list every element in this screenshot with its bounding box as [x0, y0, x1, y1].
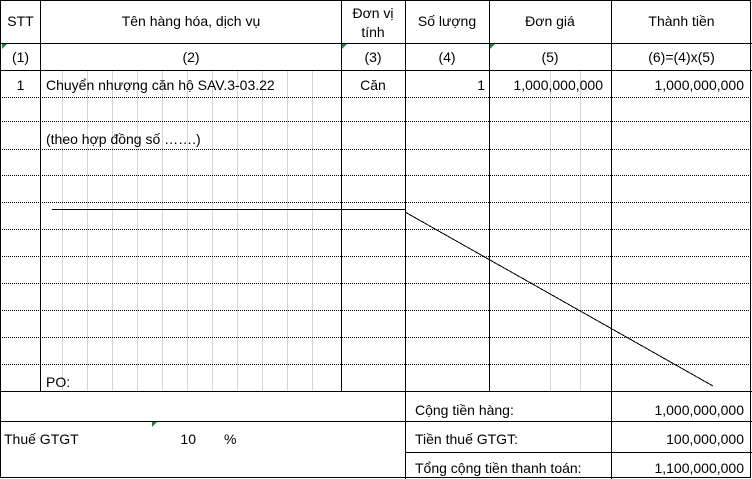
vat-percent-sign: % — [224, 431, 237, 447]
row-unit: Căn — [360, 77, 386, 93]
header-name: Tên hàng hóa, dịch vụ — [121, 13, 261, 29]
po-label: PO: — [46, 374, 71, 390]
grand-total-value: 1,100,000,000 — [654, 460, 744, 476]
vat-amount-value: 100,000,000 — [666, 431, 744, 447]
contract-note: (theo hợp đồng số …….) — [46, 131, 201, 147]
row-price: 1,000,000,000 — [513, 77, 603, 93]
col-number-5: (5) — [541, 49, 559, 65]
subtotal-value: 1,000,000,000 — [654, 402, 744, 418]
header-stt: STT — [7, 13, 34, 29]
header-total: Thành tiền — [648, 13, 715, 29]
row-name: Chuyển nhượng căn hộ SAV.3-03.22 — [46, 77, 275, 93]
vat-amount-label: Tiền thuế GTGT: — [415, 431, 518, 447]
col-number-1: (1) — [11, 49, 30, 65]
vat-rate: 10 — [180, 431, 196, 447]
col-number-3: (3) — [364, 49, 382, 65]
col-number-4: (4) — [438, 49, 456, 65]
header-price: Đơn giá — [525, 13, 575, 29]
header-unit-line2: tính — [361, 24, 385, 40]
vat-label: Thuế GTGT — [4, 431, 79, 447]
subtotal-label: Cộng tiền hàng: — [415, 402, 514, 418]
header-qty: Số lượng — [417, 13, 477, 29]
row-stt: 1 — [16, 77, 25, 93]
header-unit-line1: Đơn vị — [352, 5, 394, 21]
row-qty: 1 — [477, 77, 485, 93]
grand-total-label: Tổng cộng tiền thanh toán: — [415, 460, 582, 476]
col-number-6: (6)=(4)x(5) — [648, 49, 715, 65]
row-total: 1,000,000,000 — [654, 77, 744, 93]
col-number-2: (2) — [182, 49, 200, 65]
